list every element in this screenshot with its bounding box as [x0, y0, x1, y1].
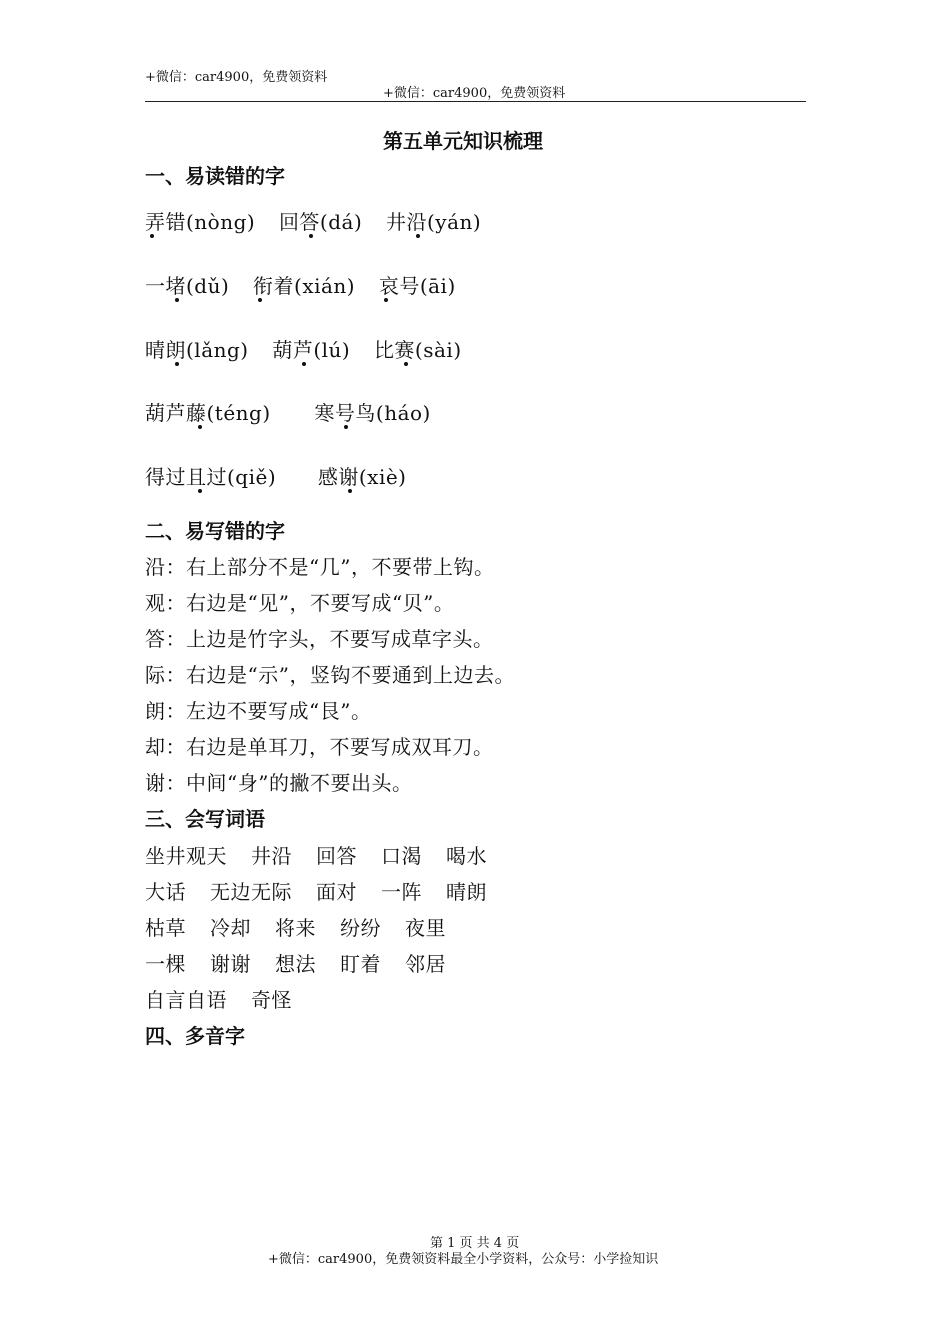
miswritten-line: 谢：中间“身”的撇不要出头。 — [145, 771, 413, 795]
word-with-pinyin: 葫芦藤(téng) — [145, 397, 271, 426]
miswritten-line: 朗：左边不要写成“艮”。 — [145, 699, 372, 723]
word-with-pinyin: 回答(dá) — [279, 206, 362, 235]
word-with-pinyin: 葫芦(lú) — [272, 334, 350, 363]
page-title: 第五单元知识梳理 — [383, 129, 543, 153]
section-heading-misread: 一、易读错的字 — [145, 164, 285, 188]
misread-row-5 — [145, 461, 406, 490]
section-heading-polyphones: 四、多音字 — [145, 1024, 245, 1048]
header-divider — [145, 101, 806, 102]
footer-note: +微信：car4900，免费领资料最全小学资料，公众号：小学捡知识 — [268, 1252, 659, 1267]
vocab-row: 大话 无边无际 面对 一阵 晴朗 — [145, 880, 487, 904]
miswritten-line: 答：上边是竹字头，不要写成草字头。 — [145, 627, 494, 651]
vocab-row: 枯草 冷却 将来 纷纷 夜里 — [145, 916, 446, 940]
word-with-pinyin: 哀号(āi) — [379, 270, 456, 299]
miswritten-line: 际：右边是“示”，竖钩不要通到上边去。 — [145, 663, 515, 687]
word-with-pinyin: 比赛(sài) — [374, 334, 462, 363]
word-with-pinyin: 弄错(nòng) — [145, 206, 255, 235]
misread-row-1 — [145, 206, 481, 235]
vocab-row: 坐井观天 井沿 回答 口渴 喝水 — [145, 844, 487, 868]
misread-row-3 — [145, 334, 462, 363]
word-with-pinyin: 晴朗(lǎng) — [145, 334, 249, 363]
section-heading-miswritten: 二、易写错的字 — [145, 519, 285, 543]
section-heading-vocabulary: 三、会写词语 — [145, 807, 265, 831]
misread-row-4 — [145, 397, 431, 426]
word-with-pinyin: 寒号鸟(háo) — [314, 397, 430, 426]
word-with-pinyin: 一堵(dǔ) — [145, 270, 229, 299]
word-with-pinyin: 感谢(xiè) — [318, 461, 407, 490]
miswritten-line: 沿：右上部分不是“几”，不要带上钩。 — [145, 555, 495, 579]
miswritten-line: 观：右边是“见”，不要写成“贝”。 — [145, 591, 455, 615]
header-note-center: +微信：car4900，免费领资料 — [383, 86, 566, 101]
misread-row-2 — [145, 270, 456, 299]
word-with-pinyin: 井沿(yán) — [386, 206, 481, 235]
word-with-pinyin: 得过且过(qiě) — [145, 461, 276, 490]
page-number: 第 1 页 共 4 页 — [430, 1236, 520, 1251]
header-note-left: +微信：car4900，免费领资料 — [145, 70, 328, 85]
word-with-pinyin: 衔着(xián) — [253, 270, 355, 299]
miswritten-line: 却：右边是单耳刀，不要写成双耳刀。 — [145, 735, 494, 759]
vocab-row: 一棵 谢谢 想法 盯着 邻居 — [145, 952, 446, 976]
vocab-row: 自言自语 奇怪 — [145, 988, 292, 1012]
